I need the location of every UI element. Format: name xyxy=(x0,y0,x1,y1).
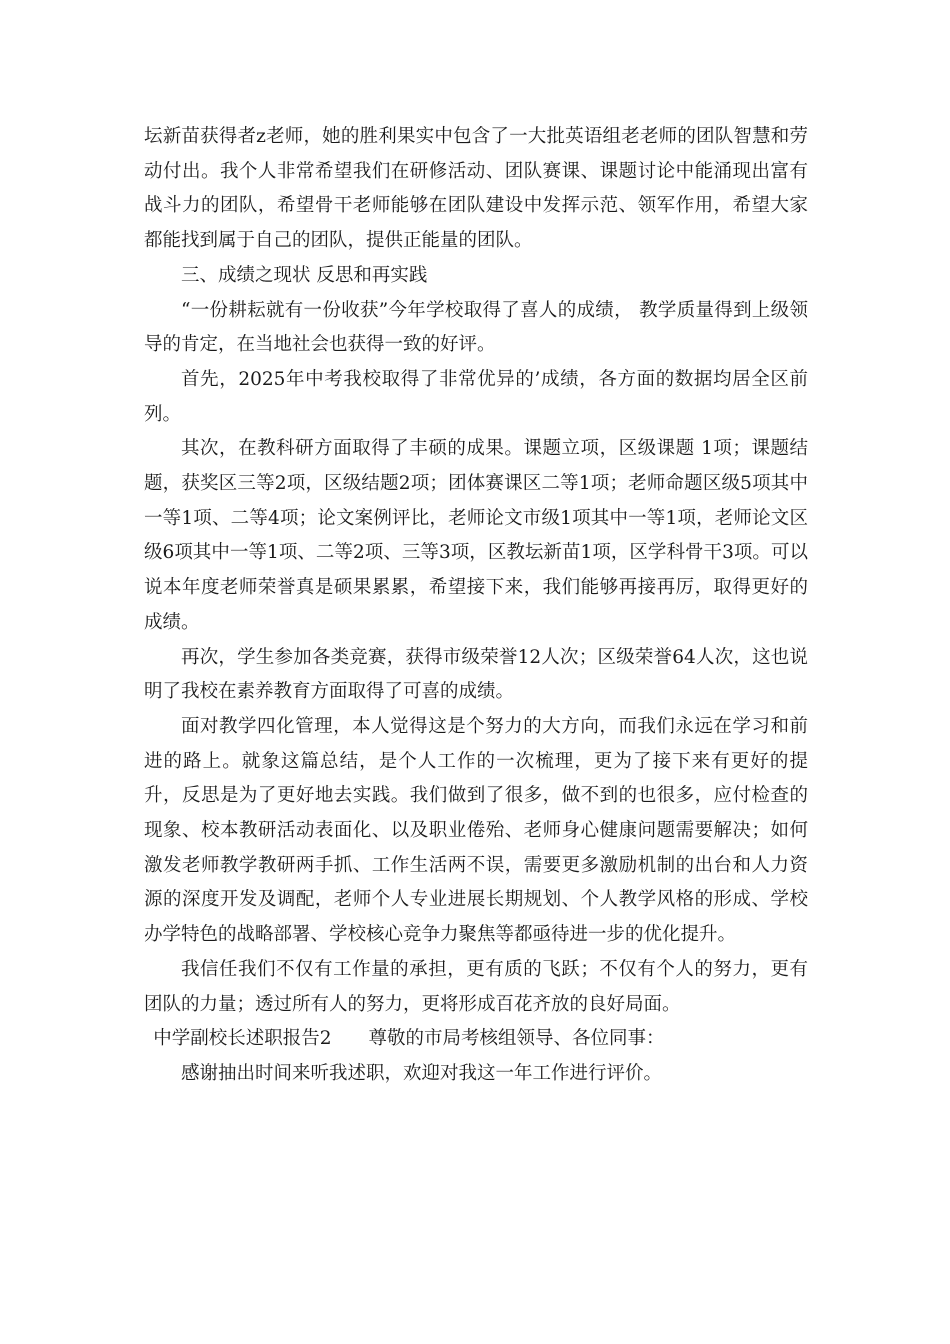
section-heading: 三、成绩之现状 反思和再实践 xyxy=(181,264,428,286)
salutation: 尊敬的市局考核组领导、各位同事： xyxy=(368,1028,665,1050)
report-heading-line xyxy=(144,1022,808,1057)
paragraph-second: 其次，在教科研方面取得了丰硕的成果。课题立项，区级课题 1项；课题结题，获奖区三等2项，区级结题2项；团体赛课区二等1项；老师命题区级5项其中一等1项、二等4项；论文案例评比，老师论文市级1项其中一等1项，老师论文区级6项其中一等1项、二等2项、三等3项，区教坛新苗1项，区学科骨干3项。可以说本年度老师荣誉真是硕果累累，希望接下来，我们能够再接再厉，取得更好的成绩。 xyxy=(144,438,808,633)
report-title: 中学副校长述职报告2 xyxy=(153,1028,332,1050)
paragraph-thanks: 感谢抽出时间来听我述职，欢迎对我这一年工作进行评价。 xyxy=(181,1062,663,1084)
paragraph-continuation: 坛新苗获得者z老师，她的胜利果实中包含了一大批英语组老老师的团队智慧和劳动付出。我个人非常希望我们在研修活动、团队赛课、课题讨论中能涌现出富有战斗力的团队，希望骨干老师能够在团队建设中发挥示范、领军作用，希望大家都能找到属于自己的团队，提供正能量的团队。 xyxy=(144,126,808,252)
paragraph-third: 再次，学生参加各类竞赛，获得市级荣誉12人次；区级荣誉64人次，这也说明了我校在素养教育方面取得了可喜的成绩。 xyxy=(144,646,808,703)
paragraph-first: 首先，2025年中考我校取得了非常优异的’成绩，各方面的数据均居全区前列。 xyxy=(144,368,808,425)
paragraph-reflection: 面对教学四化管理，本人觉得这是个努力的大方向，而我们永远在学习和前进的路上。就象这篇总结，是个人工作的一次梳理，更为了接下来有更好的提升，反思是为了更好地去实践。我们做到了很多，做不到的也很多，应付检查的现象、校本教研活动表面化、以及职业倦殆、老师身心健康问题需要解决；如何激发老师教学教研两手抓、工作生活两不误，需要更多激励机制的出台和人力资源的深度开发及调配，老师个人专业进展长期规划、个人教学风格的形成、学校办学特色的战略部署、学校核心竞争力聚焦等都亟待进一步的优化提升。 xyxy=(144,715,808,946)
document-body xyxy=(144,120,808,1092)
paragraph-conclusion: 我信任我们不仅有工作量的承担，更有质的飞跃；不仅有个人的努力，更有团队的力量；透过所有人的努力，更将形成百花齐放的良好局面。 xyxy=(144,958,808,1015)
paragraph-harvest: “一份耕耘就有一份收获”今年学校取得了喜人的成绩， 教学质量得到上级领导的肯定，在当地社会也获得一致的好评。 xyxy=(144,299,808,356)
